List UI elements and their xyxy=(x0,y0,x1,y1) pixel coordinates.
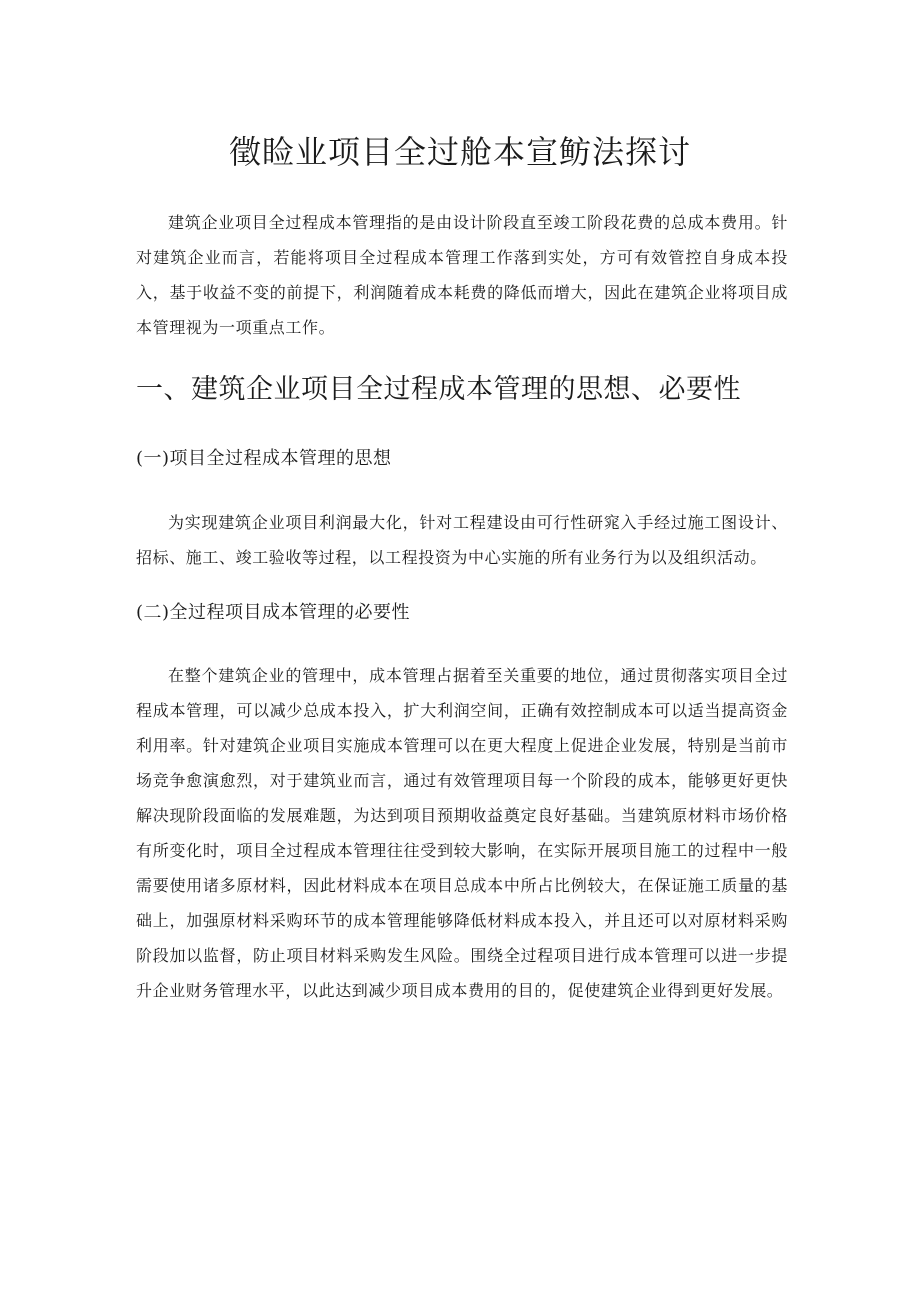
subsection-1-paragraph: 为实现建筑企业项目利润最大化，针对工程建设由可行性研窕入手经过施工图设计、招标、施工、竣工验收等过程，以工程投资为中心实施的所有业务行为以及组织活动。 xyxy=(136,513,788,567)
intro-paragraph: 建筑企业项目全过程成本管理指的是由设计阶段直至竣工阶段花费的总成本费用。针对建筑企业而言，若能将项目全过程成本管理工作落到实处，方可有效管控自身成本投入，基于收益不变的前提下，利润随着成本耗费的降低而增大，因此在建筑企业将项目成本管理视为一项重点工作。 xyxy=(136,213,788,337)
subsection-2-paragraph: 在整个建筑企业的管理中，成本管理占据着至关重要的地位，通过贯彻落实项目全过程成本管理，可以减少总成本投入，扩大利润空间，正确有效控制成本可以适当提高资金利用率。针对建筑企业项目实施成本管理可以在更大程度上促进企业发展，特别是当前市场竞争愈演愈烈，对于建筑业而言，通过有效管理项目每一个阶段的成本，能够更好更快解决现阶段面临的发展难题，为达到项目预期收益奠定良好基础。当建筑原材料市场价格有所变化时，项目全过程成本管理往往受到较大影响，在实际开展项目施工的过程中一般需要使用诸多原材料，因此材料成本在项目总成本中所占比例较大，在保证施工质量的基础上，加强原材料采购环节的成本管理能够降低材料成本投入，并且还可以对原材料采购阶段加以监督，防止项目材料采购发生风险。围绕全过程项目进行成本管理可以进一步提升企业财务管理水平，以此达到减少项目成本费用的目的，促使建筑企业得到更好发展。 xyxy=(136,666,788,1000)
document-title: 徵睑业项目全过舱本宣鲂法探讨 xyxy=(228,133,691,171)
subsection-heading-2: (二)全过程项目成本管理的必要性 xyxy=(136,602,411,623)
subsection-heading-1: (一)项目全过程成本管理的思想 xyxy=(136,448,392,469)
section-heading-1: 一、建筑企业项目全过程成本管理的思想、必要性 xyxy=(136,374,741,405)
